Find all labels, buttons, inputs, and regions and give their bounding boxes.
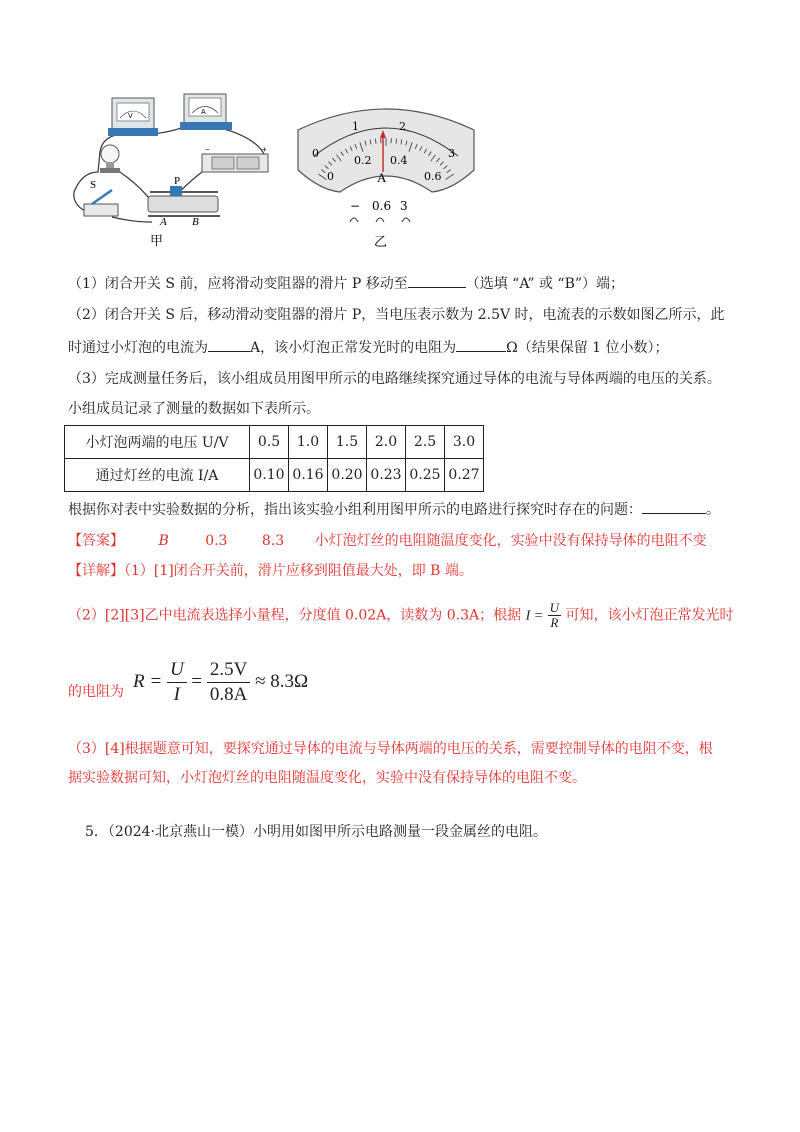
svg-text:S: S: [90, 179, 97, 191]
blank-2: [208, 337, 250, 352]
svg-text:P: P: [174, 175, 181, 187]
terminal-minus: −: [350, 199, 361, 213]
dial-unit: A: [377, 170, 387, 185]
table-row: [65, 426, 484, 459]
rheostat: [148, 175, 220, 228]
ammeter-dial-figure: [292, 100, 480, 250]
table-cell: 0.5: [250, 426, 289, 459]
svg-text:−: −: [205, 145, 210, 154]
blank-1: [408, 273, 466, 288]
table-cell: 0.10: [250, 459, 289, 492]
upper-2: 2: [399, 120, 406, 133]
table-cell: 0.20: [328, 459, 367, 492]
svg-text:V: V: [128, 113, 133, 120]
detail-p1: 【详解】（1）[1]闭合开关前，滑片应移到阻值最大处，即 B 端。: [68, 563, 473, 579]
question-2-line2: 时通过小灯泡的电流为 A，该小灯泡正常发光时的电阻为 Ω（结果保留 1 位小数）；: [68, 337, 669, 358]
fraction-u-over-r: $\frac{U}{R}$: [549, 600, 560, 630]
table-header-current: 通过灯丝的电流 I/A: [65, 459, 250, 492]
question-3-line2: 小组成员记录了测量的数据如下表所示。: [68, 401, 320, 417]
detail-p2-line2: 的电阻为: [68, 684, 124, 700]
light-bulb: [100, 145, 120, 173]
upper-0: 0: [312, 147, 319, 160]
answer-line: 【答案】 B 0.3 8.3 小灯泡灯丝的电阻随温度变化，实验中没有保持导体的电阻不变: [68, 533, 707, 549]
lower-02: 0.2: [354, 154, 372, 167]
terminal-3: 3: [400, 199, 408, 213]
table-cell: 1.5: [328, 426, 367, 459]
blank-4: [642, 499, 706, 514]
circuit-figure: [62, 92, 292, 252]
resistance-formula: R = $\frac{U}{I}$ = $\frac{2.5V}{0.8A}$ ≈ 8.3Ω: [133, 659, 309, 705]
table-row: [65, 459, 484, 492]
upper-3: 3: [448, 147, 455, 160]
svg-text:B: B: [192, 216, 199, 228]
blank-3: [456, 337, 506, 352]
question-5: 5．（2024·北京燕山一模）小明用如图甲所示电路测量一段金属丝的电阻。: [85, 824, 547, 840]
table-cell: 2.0: [367, 426, 406, 459]
table-cell: 0.27: [445, 459, 484, 492]
detail-p2: （2）[2][3]乙中电流表选择小量程，分度值 0.02A，读数为 0.3A；根据 I = $\frac{U}{R}$ 可知，该小灯泡正常发光时: [68, 600, 734, 630]
lower-0: 0: [327, 170, 334, 183]
table-cell: 0.16: [289, 459, 328, 492]
question-4: 根据你对表中实验数据的分析，指出该实验小组利用图甲所示的电路进行探究时存在的问题： 。: [68, 499, 720, 520]
question-3-line1: （3）完成测量任务后，该小组成员用图甲所示的电路继续探究通过导体的电流与导体两端的电压的关系。: [68, 371, 721, 387]
table-cell: 1.0: [289, 426, 328, 459]
lower-04: 0.4: [390, 154, 408, 167]
terminal-06: 0.6: [372, 199, 392, 213]
voltmeter: [108, 98, 158, 136]
table-cell: 0.25: [406, 459, 445, 492]
data-table: [64, 425, 484, 492]
caption-yi: 乙: [374, 235, 388, 250]
table-header-voltage: 小灯泡两端的电压 U/V: [65, 426, 250, 459]
svg-text:A: A: [201, 109, 206, 116]
svg-text:A: A: [160, 216, 167, 228]
svg-text:+: +: [262, 145, 267, 154]
question-2-line1: （2）闭合开关 S 后，移动滑动变阻器的滑片 P，当电压表示数为 2.5V 时，电流表的示数如图乙所示，此: [68, 307, 725, 323]
question-1: （1）闭合开关 S 前，应将滑动变阻器的滑片 P 移动至 （选填 “A” 或 “B”）端；: [68, 273, 624, 294]
table-cell: 0.23: [367, 459, 406, 492]
caption-jia: 甲: [150, 234, 164, 249]
detail-p3-line2: 据实验数据可知，小灯泡灯丝的电阻随温度变化，实验中没有保持导体的电阻不变。: [68, 770, 586, 786]
battery-holder: [202, 145, 268, 172]
upper-1: 1: [352, 120, 359, 133]
table-cell: 3.0: [445, 426, 484, 459]
switch: [84, 179, 118, 216]
ammeter: [180, 94, 232, 130]
table-cell: 2.5: [406, 426, 445, 459]
detail-p3-line1: （3）[4]根据题意可知，要探究通过导体的电流与导体两端的电压的关系，需要控制导体的电阻不变，根: [68, 741, 713, 757]
lower-06: 0.6: [424, 170, 442, 183]
